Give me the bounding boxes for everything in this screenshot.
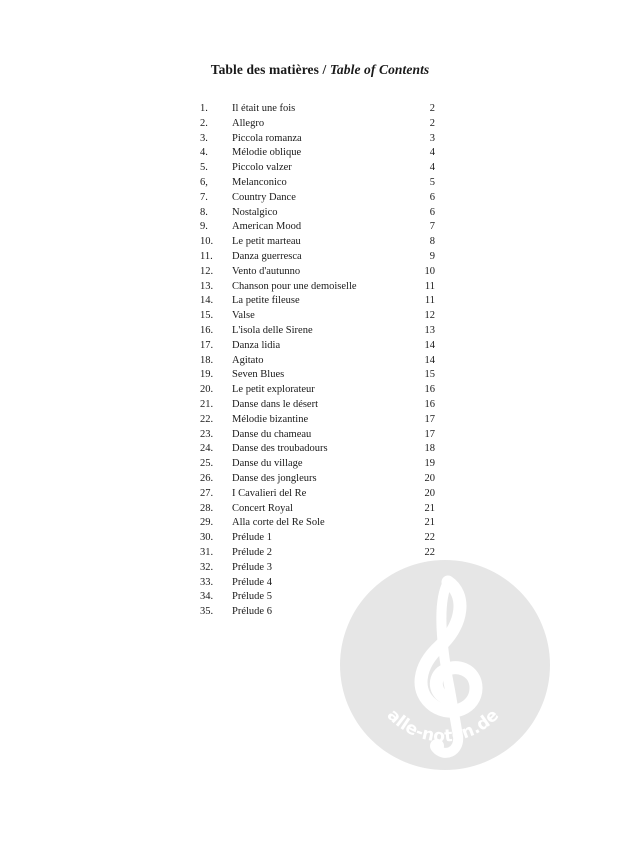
entry-title: Mélodie bizantine: [232, 413, 309, 425]
entry-title: Seven Blues: [232, 369, 285, 381]
entry-number: 6,: [200, 176, 208, 188]
entry-page: 22: [424, 546, 435, 558]
entry-title: Country Dance: [232, 191, 296, 203]
page-title: [0, 62, 640, 78]
entry-page: 21: [424, 502, 435, 514]
toc-entry: [200, 235, 435, 250]
toc-entry: [200, 220, 435, 235]
entry-page: 21: [424, 517, 435, 529]
entry-title: Il était une fois: [232, 103, 296, 114]
entry-title: Danse du chameau: [232, 428, 312, 440]
entry-number: 29.: [200, 517, 214, 529]
table-of-contents: [200, 102, 435, 620]
toc-entry: [200, 117, 435, 132]
entry-title: Danse des jongleurs: [232, 472, 317, 484]
toc-entry: [200, 191, 435, 206]
entry-title: Danza guerresca: [232, 250, 302, 262]
entry-page: 20: [424, 472, 435, 484]
entry-title: L'isola delle Sirene: [232, 324, 313, 336]
entry-number: 32.: [200, 561, 214, 573]
entry-number: 22.: [200, 413, 214, 425]
toc-entry: [200, 368, 435, 383]
toc-entry: [200, 161, 435, 176]
entry-page: 18: [424, 443, 435, 455]
entry-title: Prélude 6: [232, 606, 272, 618]
entry-number: 35.: [200, 606, 214, 618]
entry-number: 5.: [200, 162, 208, 174]
toc-entry: [200, 413, 435, 428]
entry-title: I Cavalieri del Re: [232, 487, 307, 499]
entry-page: 2: [429, 103, 435, 114]
toc-entry: [200, 146, 435, 161]
entry-page: 15: [424, 369, 435, 381]
entry-title: Prélude 1: [232, 532, 272, 544]
title-english: Table of Contents: [329, 62, 430, 77]
entry-title: Danse du village: [232, 458, 303, 470]
entry-number: 33.: [200, 576, 214, 588]
entry-title: La petite fileuse: [232, 295, 300, 307]
toc-entry: [200, 309, 435, 324]
entry-page: 6: [429, 191, 435, 203]
entry-title: Prélude 2: [232, 546, 272, 558]
entry-page: 8: [429, 236, 435, 248]
entry-page: 4: [429, 147, 435, 159]
entry-page: 17: [424, 413, 435, 425]
entry-page: 6: [429, 206, 435, 218]
toc-entry: [200, 516, 435, 531]
entry-page: 4: [429, 162, 435, 174]
entry-number: 26.: [200, 472, 214, 484]
toc-entry: [200, 132, 435, 147]
entry-title: Mélodie oblique: [232, 147, 302, 159]
entry-number: 23.: [200, 428, 214, 440]
entry-page: 10: [424, 265, 435, 277]
toc-entry: [200, 546, 435, 561]
entry-number: 27.: [200, 487, 214, 499]
entry-title: Le petit marteau: [232, 236, 301, 248]
entry-title: American Mood: [232, 221, 302, 233]
toc-entry: [200, 280, 435, 295]
entry-number: 28.: [200, 502, 214, 514]
toc-entry: [200, 502, 435, 517]
entry-page: 9: [429, 250, 435, 262]
entry-title: Alla corte del Re Sole: [232, 517, 325, 529]
toc-entry: [200, 354, 435, 369]
entry-number: 18.: [200, 354, 214, 366]
entry-number: 8.: [200, 206, 208, 218]
entry-title: Danse dans le désert: [232, 398, 319, 410]
entry-number: 15.: [200, 310, 214, 322]
entry-number: 10.: [200, 236, 214, 248]
toc-entry: [200, 265, 435, 280]
toc-entry: [200, 339, 435, 354]
entry-title: Allegro: [232, 117, 265, 129]
entry-number: 3.: [200, 132, 208, 144]
entry-number: 2.: [200, 117, 208, 129]
toc-entry: [200, 176, 435, 191]
toc-entry: [200, 531, 435, 546]
toc-entry: [200, 487, 435, 502]
entry-page: 14: [424, 354, 435, 366]
entry-number: 17.: [200, 339, 214, 351]
entry-number: 20.: [200, 384, 214, 396]
entry-page: 16: [424, 384, 435, 396]
entry-page: 2: [429, 117, 435, 129]
toc-entry: [200, 428, 435, 443]
entry-number: 25.: [200, 458, 214, 470]
entry-title: Chanson pour une demoiselle: [232, 280, 357, 292]
entry-page: 14: [424, 339, 435, 351]
entry-title: Le petit explorateur: [232, 384, 315, 396]
watermark-text: alle-noten.de: [382, 705, 504, 747]
entry-title: Vento d'autunno: [232, 265, 301, 277]
entry-number: 13.: [200, 280, 214, 292]
title-french: Table des matières: [210, 62, 320, 77]
entry-title: Nostalgico: [232, 206, 278, 218]
entry-number: 14.: [200, 295, 214, 307]
entry-number: 11.: [200, 250, 213, 262]
entry-page: 7: [429, 221, 435, 233]
entry-number: 12.: [200, 265, 214, 277]
entry-title: Melanconico: [232, 176, 287, 188]
entry-number: 19.: [200, 369, 214, 381]
toc-entry: [200, 472, 435, 487]
entry-title: Piccola romanza: [232, 132, 302, 144]
entry-page: 19: [424, 458, 435, 470]
entry-page: 3: [429, 132, 435, 144]
entry-page: 12: [424, 310, 435, 322]
entry-number: 4.: [200, 147, 208, 159]
watermark: [340, 560, 550, 770]
entry-number: 1.: [200, 103, 208, 114]
entry-title: Prélude 3: [232, 561, 272, 573]
toc-entry: [200, 324, 435, 339]
entry-page: 11: [424, 280, 435, 292]
entry-number: 21.: [200, 398, 214, 410]
toc-entry: [200, 294, 435, 309]
entry-number: 31.: [200, 546, 214, 558]
toc-entry: [200, 250, 435, 265]
entry-page: 17: [424, 428, 435, 440]
toc-entry: [200, 442, 435, 457]
entry-number: 34.: [200, 591, 214, 603]
entry-title: Concert Royal: [232, 502, 293, 514]
entry-number: 7.: [200, 191, 208, 203]
entry-page: 16: [424, 398, 435, 410]
entry-title: Danza lidia: [232, 339, 281, 351]
entry-title: Piccolo valzer: [232, 162, 292, 174]
title-separator: /: [319, 62, 330, 77]
toc-entry: [200, 383, 435, 398]
toc-entry: [200, 206, 435, 221]
entry-page: 20: [424, 487, 435, 499]
toc-entry: [200, 457, 435, 472]
entry-number: 30.: [200, 532, 214, 544]
entry-page: 5: [429, 176, 435, 188]
entry-title: Valse: [232, 310, 255, 322]
entry-number: 16.: [200, 324, 214, 336]
entry-page: 22: [424, 532, 435, 544]
entry-title: Prélude 4: [232, 576, 272, 588]
toc-entry: [200, 398, 435, 413]
entry-page: 11: [424, 295, 435, 307]
toc-entry: [200, 102, 435, 117]
entry-number: 9.: [200, 221, 208, 233]
entry-number: 24.: [200, 443, 214, 455]
entry-page: 13: [424, 324, 435, 336]
entry-title: Danse des troubadours: [232, 443, 328, 455]
entry-title: Agitato: [232, 354, 264, 366]
entry-title: Prélude 5: [232, 591, 272, 603]
